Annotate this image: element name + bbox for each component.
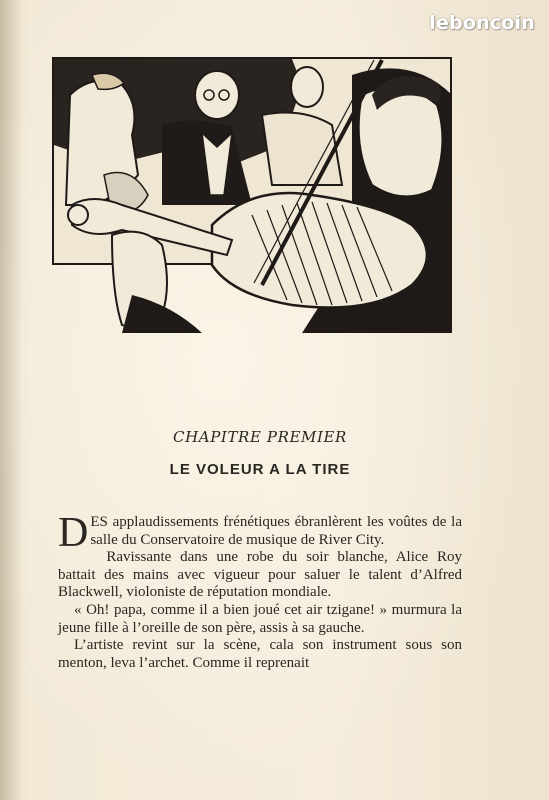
paragraph-4: L’artiste revint sur la scène, cala son instrument sous son menton, leva l’archet. Comme il reprenait <box>58 637 462 671</box>
violin-scroll <box>68 205 88 225</box>
lead-letters: ES <box>90 514 108 530</box>
chapter-label: CHAPITRE PREMIER <box>173 428 347 446</box>
man-head <box>195 71 239 119</box>
watermark-logo: leboncoin <box>429 12 535 34</box>
body-text <box>58 510 462 672</box>
chapter-title: LE VOLEUR A LA TIRE <box>169 461 351 478</box>
spine-shadow <box>0 0 22 800</box>
violinist-illustration-icon <box>52 55 454 333</box>
paragraph-1 <box>58 510 462 556</box>
dropcap-letter: D <box>58 510 89 556</box>
violinist-face <box>359 87 443 196</box>
paragraph-2: Ravissante dans une robe du soir blanche, Alice Roy battait des mains avec vigueur pour saluer le talent d’Alfred Blackwell, violoniste de réputation mondiale. <box>58 549 462 601</box>
second-man <box>262 113 342 185</box>
paragraph-3: « Oh! papa, comme il a bien joué cet air tzigane! » murmura la jeune fille à l’oreille de son père, assis à sa gauche. <box>58 601 462 636</box>
paragraph-1-text: applaudissements frénétiques ébranlèrent les voûtes de la salle du Conservatoire de musique de River City. <box>90 514 462 548</box>
